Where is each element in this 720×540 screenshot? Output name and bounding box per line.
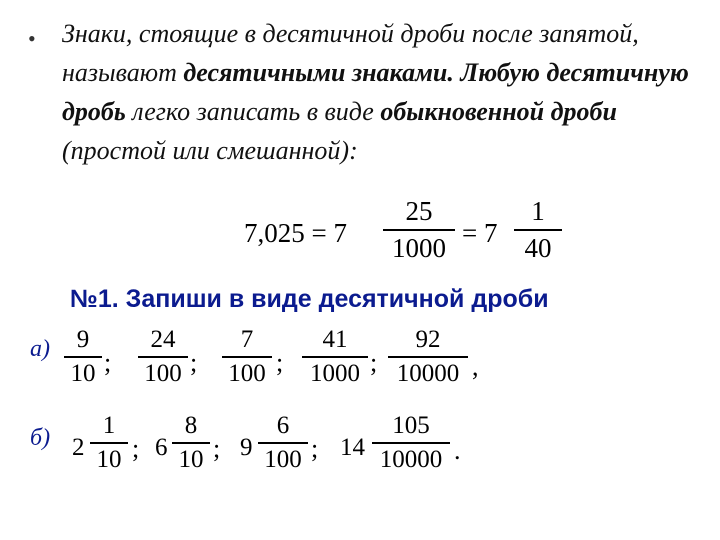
denominator: 10000 [379, 446, 443, 473]
row-a-fraction [222, 326, 272, 388]
denominator: 100 [144, 360, 182, 387]
row-b-fraction [372, 412, 450, 474]
task-title: №1. Запиши в виде десятичной дроби [70, 285, 549, 313]
formula-fraction-1 [383, 196, 455, 264]
row-a-fraction [138, 326, 188, 388]
denominator: 1000 [310, 360, 360, 387]
numerator: 6 [276, 412, 290, 439]
denominator: 10 [178, 446, 204, 473]
definition-text-1: Знаки, стоящие в десятичной дроби после запятой, называют [62, 19, 639, 87]
row-a-label: а) [30, 336, 50, 362]
row-a-fraction [64, 326, 102, 388]
fraction-bar [138, 356, 188, 358]
numerator: 105 [392, 412, 430, 439]
fraction-bar [388, 356, 468, 358]
row-a-fraction [302, 326, 368, 388]
numerator: 92 [415, 326, 441, 353]
definition-term-3: обыкновенной дроби [380, 97, 617, 126]
row-end-mark: . [454, 436, 461, 465]
whole-part: 6 [155, 434, 168, 461]
denominator: 10 [70, 360, 96, 387]
separator: ; [190, 348, 198, 377]
definition-paragraph [62, 14, 702, 170]
formula-f1-numerator: 25 [405, 196, 433, 226]
numerator: 24 [150, 326, 176, 353]
separator: ; [104, 348, 112, 377]
numerator: 8 [184, 412, 198, 439]
definition-text-3: (простой или смешанной): [62, 136, 358, 165]
formula-f2-denominator: 40 [524, 233, 552, 263]
numerator: 41 [322, 326, 348, 353]
row-end-mark: , [472, 352, 479, 381]
denominator: 10000 [396, 360, 460, 387]
row-b-fraction [172, 412, 210, 474]
fraction-bar [372, 442, 450, 444]
row-b-fraction [258, 412, 308, 474]
separator: ; [370, 348, 378, 377]
numerator: 9 [76, 326, 90, 353]
fraction-bar [172, 442, 210, 444]
formula-fraction-2 [514, 196, 562, 264]
fraction-bar [222, 356, 272, 358]
separator: ; [213, 434, 221, 463]
fraction-bar [258, 442, 308, 444]
separator: ; [132, 434, 140, 463]
definition-text-2: легко записать в виде [125, 97, 381, 126]
formula-f2-numerator: 1 [531, 196, 545, 226]
formula-f1-denominator: 1000 [392, 233, 446, 263]
row-a-fraction [388, 326, 468, 388]
row-b-label: б) [30, 425, 51, 451]
definition-term-2: Любую десятичную дробь [62, 58, 689, 126]
fraction-bar [64, 356, 102, 358]
denominator: 100 [264, 446, 302, 473]
fraction-bar [90, 442, 128, 444]
denominator: 100 [228, 360, 266, 387]
numerator: 7 [240, 326, 254, 353]
separator: ; [276, 348, 284, 377]
whole-part: 14 [340, 434, 365, 461]
formula-lhs: 7,025 = 7 [244, 218, 347, 248]
fraction-bar [514, 229, 562, 231]
numerator: 1 [102, 412, 116, 439]
row-b-fraction [90, 412, 128, 474]
bullet-mark: • [28, 26, 36, 51]
whole-part: 9 [240, 434, 253, 461]
definition-term-1: десятичными знаками. [183, 58, 454, 87]
fraction-bar [302, 356, 368, 358]
fraction-bar [383, 229, 455, 231]
whole-part: 2 [72, 434, 85, 461]
denominator: 10 [96, 446, 122, 473]
separator: ; [311, 434, 319, 463]
formula-eq: = 7 [462, 218, 498, 248]
